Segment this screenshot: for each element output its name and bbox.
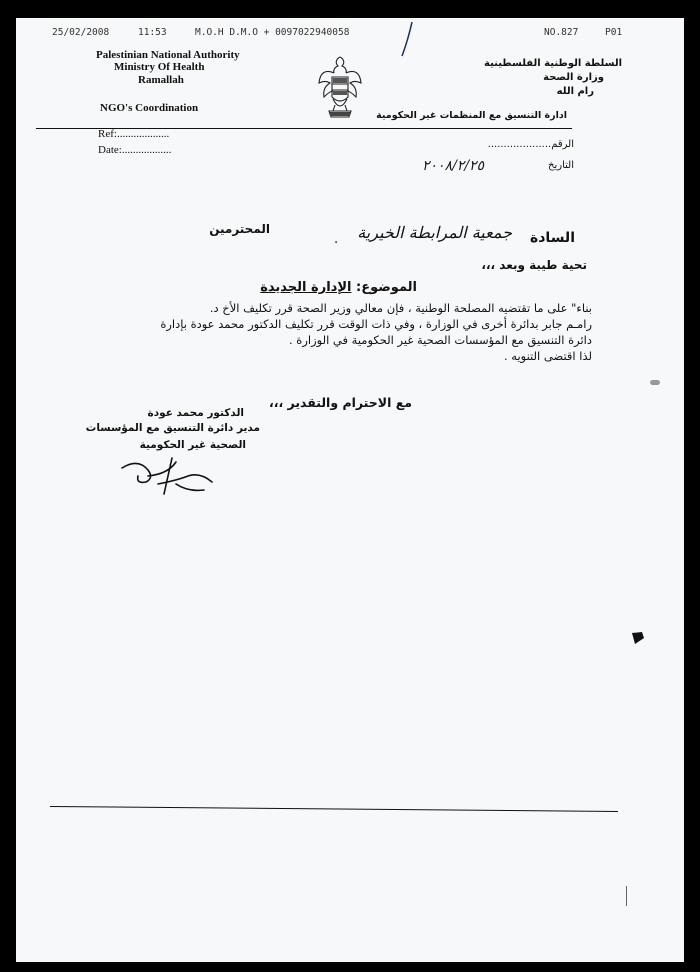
body-line: لذا اقتضى التنويه .: [503, 349, 592, 363]
fax-date: 25/02/2008: [52, 27, 110, 38]
ar-date-handwritten: ٢٠٠٨/٢/٢٥: [422, 158, 485, 174]
body-line: دائرة التنسيق مع المؤسسات الصحية غير الحكومية في الوزارة .: [288, 333, 592, 347]
palestinian-eagle-emblem-icon: [317, 53, 363, 123]
handwritten-signature: [118, 454, 218, 500]
letterhead-ar-authority: السلطة الوطنية الفلسطينية: [484, 58, 622, 69]
signer-name: الدكتور محمد عودة: [147, 407, 244, 419]
letterhead-ar-department: ادارة التنسيق مع المنظمات غير الحكومية: [376, 110, 567, 121]
margin-ink-mark: [630, 630, 646, 646]
edge-mark: [626, 886, 627, 906]
signer-title: مدير دائرة التنسيق مع المؤسسات: [85, 422, 260, 434]
ar-date-label: التاريخ: [548, 160, 574, 171]
fax-time: 11:53: [138, 27, 167, 38]
body-line: رامـم جابر بدائرة أخرى في الوزارة ، وفي ذات الوقت قرر تكليف الدكتور محمد عودة بإدارة: [160, 317, 592, 331]
ar-ref-field: الرقم....................: [487, 139, 574, 150]
greeting: تحية طيبة وبعد ،،،: [481, 258, 587, 272]
letter-body: [72, 300, 592, 364]
addressee-dot: .: [334, 232, 339, 247]
subject-label: الموضوع:: [356, 280, 417, 295]
date-field: Date:..................: [98, 144, 172, 156]
subject-line: [260, 280, 417, 295]
addressee-suffix: المحترمين: [209, 222, 270, 236]
letterhead-en-city: Ramallah: [138, 74, 184, 86]
letterhead-en-authority: Palestinian National Authority: [96, 49, 240, 61]
letterhead-en-ministry: Ministry Of Health: [114, 61, 205, 73]
letterhead-en-department: NGO's Coordination: [100, 102, 199, 114]
footer-divider: [50, 806, 618, 812]
closing: مع الاحترام والتقدير ،،،: [268, 395, 412, 410]
fax-sender: M.O.H D.M.O + 0097022940058: [195, 27, 350, 38]
fax-document-page: [16, 18, 684, 962]
subject-value: الإدارة الجديدة: [260, 280, 352, 295]
fax-page: P01: [605, 27, 623, 38]
signer-department: الصحية غير الحكومية: [139, 439, 246, 451]
margin-smudge: [650, 380, 660, 385]
pen-stroke-mark: [398, 20, 418, 60]
letterhead-ar-city: رام الله: [556, 86, 594, 97]
fax-number: NO.827: [544, 27, 579, 38]
body-line: بناء" على ما تقتضيه المصلحة الوطنية ، فإن معالي وزير الصحة قرر تكليف الأخ د.: [209, 301, 592, 315]
addressee-name-handwritten: جمعية المرابطة الخيرية: [357, 223, 512, 242]
addressee-prefix: السادة: [529, 230, 575, 246]
letterhead-ar-ministry: وزارة الصحة: [543, 72, 604, 83]
ref-field: Ref:...................: [98, 128, 170, 140]
